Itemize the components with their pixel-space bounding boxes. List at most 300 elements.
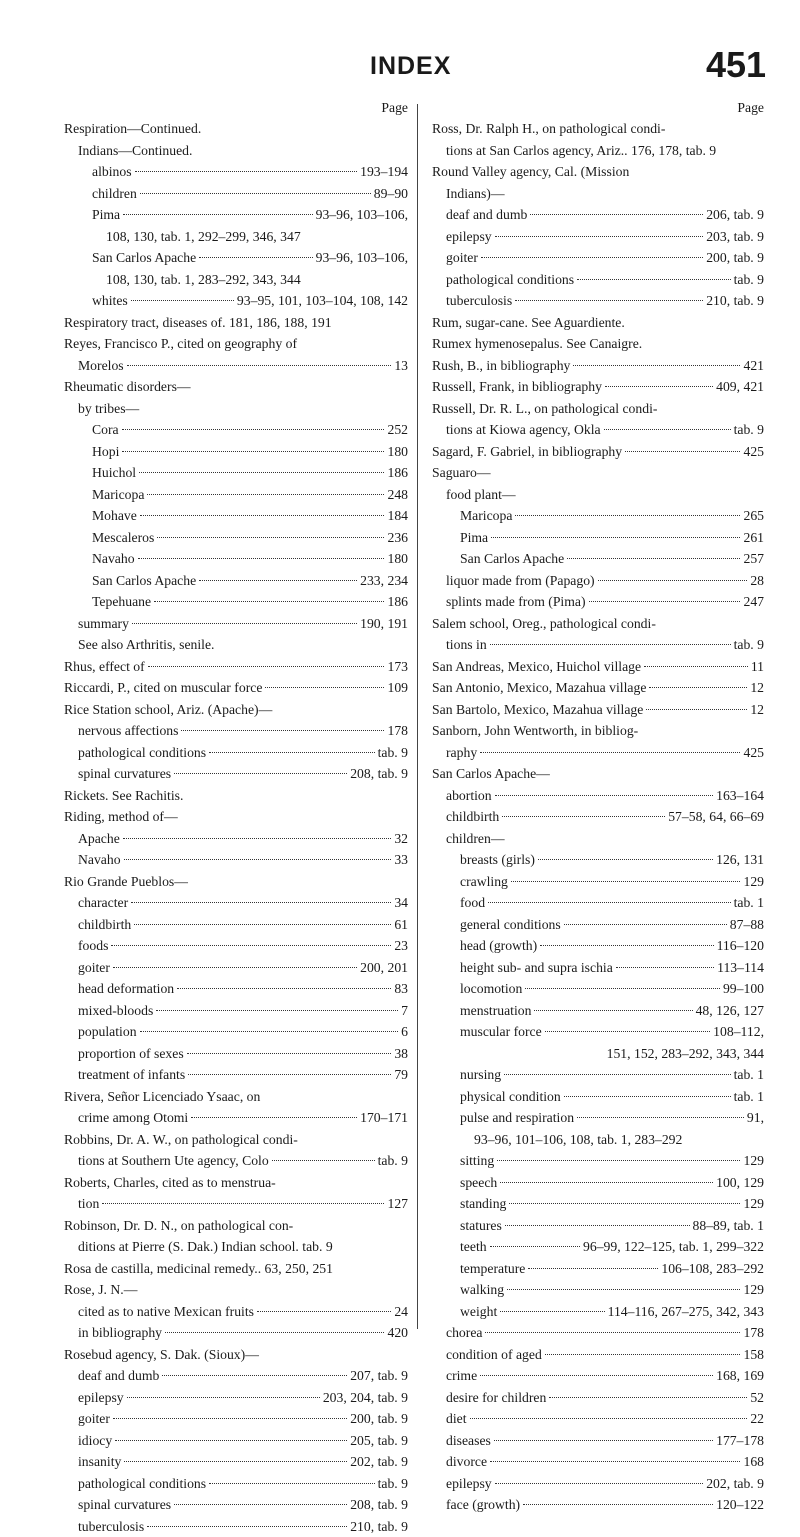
entry-pages: tab. 9 (378, 1150, 408, 1172)
index-entry (432, 828, 764, 850)
entry-term: Maricopa (92, 484, 144, 506)
dot-leader (177, 988, 391, 989)
entry-term: deaf and dumb (78, 1365, 159, 1387)
entry-term: idiocy (78, 1430, 112, 1452)
dot-leader (490, 644, 731, 645)
entry-pages: 99–100 (723, 978, 764, 1000)
entry-pages: 248 (387, 484, 408, 506)
entry-term: San Bartolo, Mexico, Mazahua village (432, 699, 643, 721)
entry-term: Rhus, effect of (64, 656, 145, 678)
index-entry (64, 398, 408, 420)
dot-leader (122, 451, 384, 452)
entry-pages: 178 (743, 1322, 764, 1344)
entry-pages: 420 (387, 1322, 408, 1344)
entry-heading: Rio Grande Pueblos— (64, 874, 188, 889)
index-entry (64, 1172, 408, 1194)
dot-leader (165, 1332, 384, 1333)
dot-leader (500, 1182, 713, 1183)
dot-leader (577, 1117, 744, 1118)
index-entry (432, 1344, 764, 1366)
entry-term: Huichol (92, 462, 136, 484)
entry-heading: Rum, sugar-cane. See Aguardiente. (432, 315, 625, 330)
index-entry (432, 785, 764, 807)
entry-pages: 200, tab. 9 (706, 247, 764, 269)
index-entry (64, 312, 408, 334)
index-entry (64, 763, 408, 785)
index-entry (432, 1301, 764, 1323)
index-entry (432, 763, 764, 785)
entry-term: nursing (460, 1064, 501, 1086)
dot-leader (265, 687, 384, 688)
dot-leader (523, 1504, 713, 1505)
entry-pages: 79 (394, 1064, 408, 1086)
entry-pages: 233, 234 (360, 570, 408, 592)
entry-heading: Salem school, Oreg., pathological condi- (432, 616, 656, 631)
entry-term: epilepsy (446, 226, 492, 248)
entry-term: crawling (460, 871, 508, 893)
index-entry (432, 806, 764, 828)
index-entry (432, 355, 764, 377)
entry-heading: San Carlos Apache— (432, 766, 550, 781)
dot-leader (644, 666, 748, 667)
dot-leader (589, 601, 741, 602)
entry-term: tuberculosis (78, 1516, 144, 1537)
entry-term: San Carlos Apache (460, 548, 564, 570)
entry-term: tions in (446, 634, 487, 656)
index-entry (432, 419, 764, 441)
dot-leader (491, 537, 740, 538)
entry-term: weight (460, 1301, 497, 1323)
entry-heading: Rickets. See Rachitis. (64, 788, 183, 803)
entry-pages: 168 (743, 1451, 764, 1473)
entry-term: sitting (460, 1150, 494, 1172)
index-entry (64, 1000, 408, 1022)
dot-leader (564, 1096, 731, 1097)
dot-leader (181, 730, 384, 731)
index-entry (64, 806, 408, 828)
entry-term: standing (460, 1193, 506, 1215)
entry-term: pathological conditions (78, 742, 206, 764)
dot-leader (481, 257, 703, 258)
index-entry (432, 1129, 764, 1151)
entry-pages: 177–178 (716, 1430, 764, 1452)
dot-leader (257, 1311, 391, 1312)
entry-term: tions at Southern Ute agency, Colo (78, 1150, 269, 1172)
entry-pages: 126, 131 (716, 849, 764, 871)
entry-pages: 96–99, 122–125, tab. 1, 299–322 (583, 1236, 764, 1258)
dot-leader (598, 580, 748, 581)
index-entry (432, 1279, 764, 1301)
entry-term: Hopi (92, 441, 119, 463)
entry-term: general conditions (460, 914, 561, 936)
dot-leader (113, 967, 357, 968)
index-entry (432, 935, 764, 957)
entry-pages: 12 (750, 677, 764, 699)
index-entry (432, 1064, 764, 1086)
index-entry (432, 290, 764, 312)
index-entry (432, 247, 764, 269)
dot-leader (567, 558, 740, 559)
entry-pages: 247 (743, 591, 764, 613)
entry-term: childbirth (78, 914, 131, 936)
index-entry (64, 183, 408, 205)
entry-pages: 57–58, 64, 66–69 (668, 806, 764, 828)
entry-pages: 180 (387, 441, 408, 463)
entry-continuation: tions at San Carlos agency, Ariz.. 176, 178, tab. 9 (446, 143, 716, 158)
index-entry (432, 1107, 764, 1129)
dot-leader (480, 752, 740, 753)
entry-heading: food plant— (446, 487, 516, 502)
dot-leader (649, 687, 747, 688)
entry-pages: 210, tab. 9 (350, 1516, 408, 1537)
index-entry (64, 1086, 408, 1108)
dot-leader (147, 494, 384, 495)
entry-pages: 170–171 (360, 1107, 408, 1129)
entry-pages: tab. 9 (378, 1473, 408, 1495)
entry-pages: 203, tab. 9 (706, 226, 764, 248)
index-entry (432, 118, 764, 140)
index-entry (432, 1043, 764, 1065)
entry-term: spinal curvatures (78, 1494, 171, 1516)
entry-term: teeth (460, 1236, 487, 1258)
entry-heading: Respiration—Continued. (64, 121, 201, 136)
index-entry (64, 1279, 408, 1301)
index-entry (432, 1258, 764, 1280)
entry-term: Apache (78, 828, 120, 850)
entry-term: epilepsy (446, 1473, 492, 1495)
entry-term: condition of aged (446, 1344, 542, 1366)
dot-leader (131, 902, 391, 903)
entry-heading: Rumex hymenosepalus. See Canaigre. (432, 336, 642, 351)
dot-leader (124, 859, 392, 860)
entry-term: abortion (446, 785, 492, 807)
dot-leader (140, 515, 385, 516)
entry-pages: 180 (387, 548, 408, 570)
entry-pages: 33 (394, 849, 408, 871)
entry-term: muscular force (460, 1021, 542, 1043)
index-entry (64, 828, 408, 850)
entry-term: raphy (446, 742, 477, 764)
entry-term: head (growth) (460, 935, 537, 957)
index-entry (432, 871, 764, 893)
entry-heading: Indians—Continued. (78, 143, 192, 158)
entry-term: Pima (92, 204, 120, 226)
entry-term: locomotion (460, 978, 522, 1000)
entry-pages: 22 (750, 1408, 764, 1430)
index-entry (432, 1086, 764, 1108)
entry-heading: Robinson, Dr. D. N., on pathological con- (64, 1218, 293, 1233)
index-entry (64, 140, 408, 162)
entry-pages: 190, 191 (360, 613, 408, 635)
index-column-left (64, 96, 408, 1537)
entry-term: San Carlos Apache (92, 570, 196, 592)
index-entry (64, 1021, 408, 1043)
index-entry (432, 978, 764, 1000)
dot-leader (490, 1246, 580, 1247)
index-entry (432, 1365, 764, 1387)
dot-leader (187, 1053, 392, 1054)
entry-pages: 108–112, (713, 1021, 764, 1043)
entry-continuation: 93–96, 101–106, 108, tab. 1, 283–292 (474, 1132, 682, 1147)
entry-term: tions at Kiowa agency, Okla (446, 419, 601, 441)
dot-leader (528, 1268, 658, 1269)
entry-heading: by tribes— (78, 401, 139, 416)
entry-pages: tab. 9 (734, 269, 764, 291)
entry-pages: 48, 126, 127 (696, 1000, 764, 1022)
index-entry (64, 1322, 408, 1344)
dot-leader (154, 601, 384, 602)
entry-pages: 127 (387, 1193, 408, 1215)
entry-term: spinal curvatures (78, 763, 171, 785)
entry-pages: 38 (394, 1043, 408, 1065)
entry-pages: 203, 204, tab. 9 (323, 1387, 408, 1409)
entry-term: breasts (girls) (460, 849, 535, 871)
index-entry (64, 355, 408, 377)
dot-leader (148, 666, 385, 667)
index-entry (64, 677, 408, 699)
dot-leader (188, 1074, 391, 1075)
index-entry (432, 1236, 764, 1258)
index-entry (64, 1430, 408, 1452)
index-entry (432, 656, 764, 678)
page-column-label: Page (432, 96, 764, 118)
entry-pages: 200, tab. 9 (350, 1408, 408, 1430)
entry-heading: Riding, method of— (64, 809, 178, 824)
index-entry (64, 1215, 408, 1237)
entry-pages: tab. 1 (734, 1064, 764, 1086)
entry-term: proportion of sexes (78, 1043, 184, 1065)
dot-leader (111, 945, 391, 946)
dot-leader (140, 193, 371, 194)
entry-term: Tepehuane (92, 591, 151, 613)
dot-leader (549, 1397, 747, 1398)
index-entry (432, 226, 764, 248)
entry-term: San Andreas, Mexico, Huichol village (432, 656, 641, 678)
dot-leader (115, 1440, 347, 1441)
entry-heading: Sanborn, John Wentworth, in bibliog- (432, 723, 638, 738)
entry-pages: 129 (743, 871, 764, 893)
entry-term: Rush, B., in bibliography (432, 355, 570, 377)
index-entry (432, 699, 764, 721)
entry-pages: 409, 421 (716, 376, 764, 398)
index-entry (64, 1129, 408, 1151)
entry-pages: 13 (394, 355, 408, 377)
index-entry (432, 376, 764, 398)
entry-term: epilepsy (78, 1387, 124, 1409)
index-entry (64, 247, 408, 269)
index-entry (432, 914, 764, 936)
dot-leader (162, 1375, 347, 1376)
entry-pages: 100, 129 (716, 1172, 764, 1194)
entry-term: desire for children (446, 1387, 546, 1409)
entry-term: pulse and respiration (460, 1107, 574, 1129)
column-divider (417, 104, 418, 1329)
entry-heading: children— (446, 831, 505, 846)
index-entry (64, 1043, 408, 1065)
dot-leader (123, 838, 392, 839)
index-entry (64, 1451, 408, 1473)
entry-pages: 113–114 (717, 957, 764, 979)
entry-pages: 208, tab. 9 (350, 763, 408, 785)
entry-term: diseases (446, 1430, 491, 1452)
index-entry (432, 1494, 764, 1516)
dot-leader (545, 1031, 710, 1032)
dot-leader (604, 429, 731, 430)
entry-heading: Rivera, Señor Licenciado Ysaac, on (64, 1089, 260, 1104)
entry-pages: 168, 169 (716, 1365, 764, 1387)
dot-leader (191, 1117, 357, 1118)
entry-pages: 109 (387, 677, 408, 699)
entry-pages: 205, tab. 9 (350, 1430, 408, 1452)
index-entry (64, 1473, 408, 1495)
dot-leader (209, 1483, 374, 1484)
dot-leader (147, 1526, 347, 1527)
dot-leader (156, 1010, 398, 1011)
entry-pages: tab. 1 (734, 1086, 764, 1108)
entry-term: Russell, Frank, in bibliography (432, 376, 602, 398)
dot-leader (534, 1010, 692, 1011)
index-entry (64, 1494, 408, 1516)
entry-term: whites (92, 290, 128, 312)
dot-leader (502, 816, 665, 817)
index-entry (64, 742, 408, 764)
index-entry (64, 1408, 408, 1430)
index-entry (64, 978, 408, 1000)
dot-leader (573, 365, 740, 366)
dot-leader (646, 709, 747, 710)
dot-leader (509, 1203, 740, 1204)
entry-term: treatment of infants (78, 1064, 185, 1086)
dot-leader (157, 537, 384, 538)
entry-pages: 93–95, 101, 103–104, 108, 142 (237, 290, 408, 312)
entry-pages: 28 (750, 570, 764, 592)
index-entry (432, 441, 764, 463)
entry-pages: 129 (743, 1150, 764, 1172)
dot-leader (199, 580, 357, 581)
entry-term: childbirth (446, 806, 499, 828)
entry-continuation: 151, 152, 283–292, 343, 344 (607, 1046, 764, 1061)
entry-heading: Rosebud agency, S. Dak. (Sioux)— (64, 1347, 259, 1362)
entry-pages: tab. 9 (734, 634, 764, 656)
index-entry (64, 118, 408, 140)
dot-leader (102, 1203, 384, 1204)
entry-pages: 206, tab. 9 (706, 204, 764, 226)
dot-leader (272, 1160, 375, 1161)
entry-pages: 421 (743, 355, 764, 377)
entry-pages: 184 (387, 505, 408, 527)
index-entry (432, 742, 764, 764)
entry-term: walking (460, 1279, 504, 1301)
dot-leader (174, 1504, 347, 1505)
index-entry (64, 548, 408, 570)
entry-term: temperature (460, 1258, 525, 1280)
index-entry (432, 1451, 764, 1473)
dot-leader (132, 623, 357, 624)
entry-pages: 61 (394, 914, 408, 936)
entry-pages: 83 (394, 978, 408, 1000)
entry-term: Riccardi, P., cited on muscular force (64, 677, 262, 699)
entry-term: speech (460, 1172, 497, 1194)
entry-term: albinos (92, 161, 132, 183)
index-entry (432, 462, 764, 484)
index-entry (64, 892, 408, 914)
index-entry (432, 548, 764, 570)
entry-heading: Indians)— (446, 186, 505, 201)
dot-leader (134, 924, 391, 925)
entry-pages: 425 (743, 441, 764, 463)
index-entry (64, 656, 408, 678)
entry-term: Navaho (78, 849, 121, 871)
entry-pages: 24 (394, 1301, 408, 1323)
entry-pages: 236 (387, 527, 408, 549)
dot-leader (530, 214, 703, 215)
index-entry (432, 140, 764, 162)
entry-term: goiter (78, 957, 110, 979)
entry-heading: Rose, J. N.— (64, 1282, 137, 1297)
entry-term: diet (446, 1408, 467, 1430)
index-entry (64, 1193, 408, 1215)
index-entry (64, 1516, 408, 1537)
entry-pages: 93–96, 103–106, (316, 204, 408, 226)
entry-term: crime (446, 1365, 477, 1387)
index-entry (64, 849, 408, 871)
dot-leader (122, 429, 385, 430)
entry-term: mixed-bloods (78, 1000, 153, 1022)
index-entry (64, 1150, 408, 1172)
index-entry (64, 269, 408, 291)
entry-term: Mohave (92, 505, 137, 527)
dot-leader (504, 1074, 731, 1075)
entry-pages: 261 (743, 527, 764, 549)
index-entry (64, 1301, 408, 1323)
index-entry (432, 677, 764, 699)
entry-pages: 173 (387, 656, 408, 678)
dot-leader (131, 300, 234, 301)
entry-term: goiter (78, 1408, 110, 1430)
entry-term: food (460, 892, 485, 914)
dot-leader (577, 279, 730, 280)
index-entry (432, 1387, 764, 1409)
dot-leader (545, 1354, 741, 1355)
entry-pages: 23 (394, 935, 408, 957)
index-entry (64, 376, 408, 398)
entry-term: Cora (92, 419, 119, 441)
index-entry (432, 720, 764, 742)
dot-leader (495, 1483, 704, 1484)
entry-term: pathological conditions (78, 1473, 206, 1495)
index-entry (64, 419, 408, 441)
entry-heading: Roberts, Charles, cited as to menstrua- (64, 1175, 276, 1190)
dot-leader (490, 1461, 740, 1462)
index-entry (64, 204, 408, 226)
index-entry (64, 290, 408, 312)
entry-term: tuberculosis (446, 290, 512, 312)
index-entry (432, 1322, 764, 1344)
index-entry (64, 1344, 408, 1366)
index-entry (64, 785, 408, 807)
dot-leader (480, 1375, 713, 1376)
index-entry (64, 527, 408, 549)
dot-leader (495, 795, 713, 796)
index-entry (64, 161, 408, 183)
dot-leader (497, 1160, 740, 1161)
dot-leader (495, 236, 704, 237)
index-entry (432, 398, 764, 420)
index-entry (64, 1064, 408, 1086)
entry-pages: 425 (743, 742, 764, 764)
entry-term: Pima (460, 527, 488, 549)
entry-term: insanity (78, 1451, 121, 1473)
